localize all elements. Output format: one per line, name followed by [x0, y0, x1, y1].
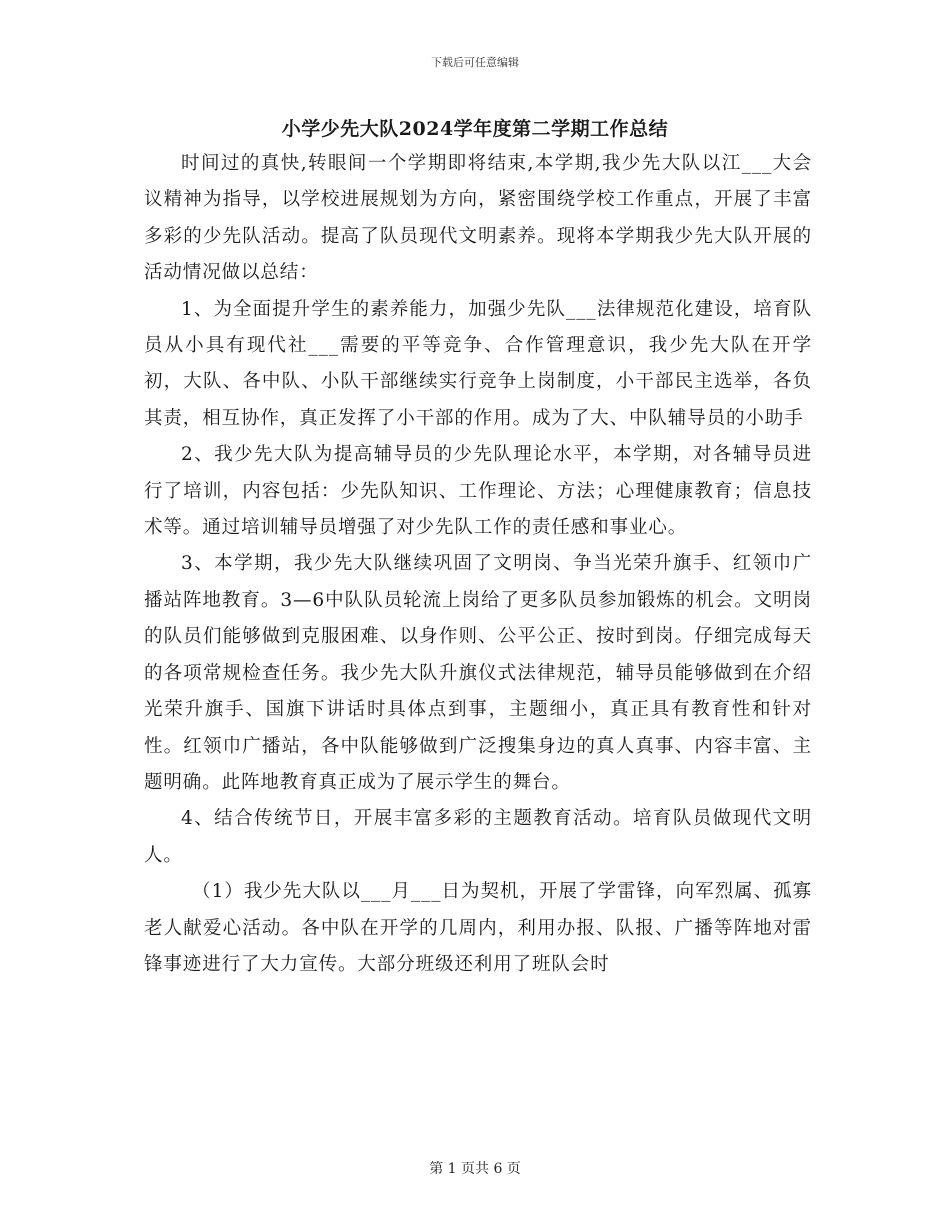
- page-number: 第 1 页共 6 页: [429, 1161, 521, 1177]
- paragraph-item-2: 2、我少先大队为提高辅导员的少先队理论水平，本学期，对各辅导员进行了培训，内容包括：少先队知识、工作理论、方法；心理健康教育；信息技术等。通过培训辅导员增强了对少先队工作的责任感和事业心。: [144, 444, 812, 539]
- document-title: 小学少先大队2024学年度第二学期工作总结: [281, 118, 669, 140]
- page-header-note: 下载后可任意编辑: [431, 56, 519, 69]
- document-body: [144, 146, 812, 983]
- paragraph-item-3: 3、本学期，我少先大队继续巩固了文明岗、争当光荣升旗手、红领巾广播站阵地教育。3—6中队队员轮流上岗给了更多队员参加锻炼的机会。文明岗的队员们能够做到克服困难、以身作则、公平公正、按时到岗。仔细完成每天的各项常规检查任务。我少先大队升旗仪式法律规范，辅导员能够做到在介绍光荣升旗手、国旗下讲话时具体点到事，主题细小，真正具有教育性和针对性。红领巾广播站，各中队能够做到广泛搜集身边的真人真事、内容丰富、主题明确。此阵地教育真正成为了展示学生的舞台。: [144, 553, 812, 793]
- paragraph-item-4-1: （1）我少先大队以___月___日为契机，开展了学雷锋，向军烈属、孤寡老人献爱心活动。各中队在开学的几周内，利用办报、队报、广播等阵地对雷锋事迹进行了大力宣传。大部分班级还利用了班队会时: [144, 881, 812, 975]
- paragraph-intro: 时间过的真快,转眼间一个学期即将结束,本学期,我少先大队以江___大会议精神为指导，以学校进展规划为方向，紧密围绕学校工作重点，开展了丰富多彩的少先队活动。提高了队员现代文明素养。现将本学期我少先大队开展的活动情况做以总结：: [144, 153, 812, 284]
- paragraph-item-1: 1、为全面提升学生的素养能力，加强少先队___法律规范化建设，培育队员从小具有现代社___需要的平等竞争、合作管理意识，我少先大队在开学初，大队、各中队、小队干部继续实行竞争上岗制度，小干部民主选举，各负其责，相互协作，真正发挥了小干部的作用。成为了大、中队辅导员的小助手: [144, 298, 812, 429]
- paragraph-item-4: 4、结合传统节日，开展丰富多彩的主题教育活动。培育队员做现代文明人。: [144, 808, 812, 866]
